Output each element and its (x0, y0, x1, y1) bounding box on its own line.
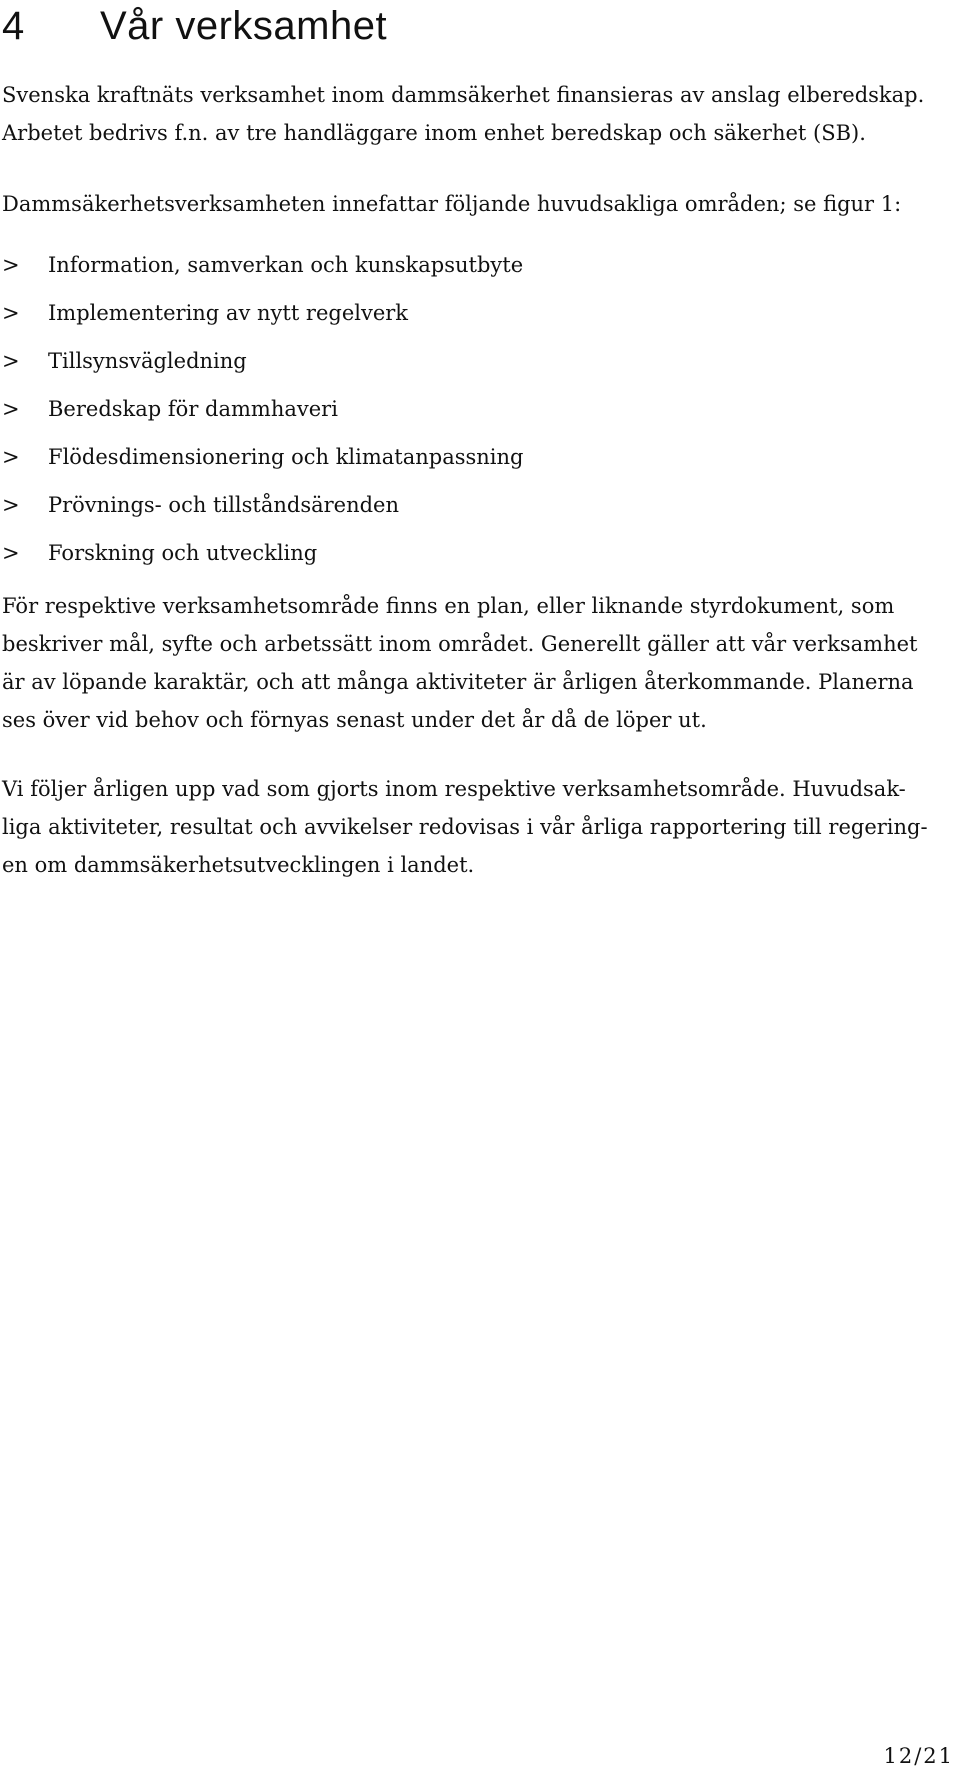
list-item (2, 241, 524, 289)
text-line: Dammsäkerhetsverksamheten innefattar följande huvudsakliga områden; se figur 1: (2, 192, 902, 216)
list-lead-paragraph (2, 185, 942, 223)
list-item-text: Prövnings- och tillståndsärenden (48, 493, 400, 517)
bullet-marker: > (2, 253, 20, 277)
bullet-marker: > (2, 301, 20, 325)
text-line: är av löpande karaktär, och att många aktiviteter är årligen återkommande. Planerna (2, 670, 914, 694)
list-item-text: Beredskap för dammhaveri (48, 397, 338, 421)
bullet-marker: > (2, 541, 20, 565)
list-item (2, 289, 524, 337)
text-line: För respektive verksamhetsområde finns en plan, eller liknande styrdokument, som (2, 594, 895, 618)
list-item (2, 385, 524, 433)
list-item-text: Tillsynsvägledning (48, 349, 247, 373)
list-item (2, 337, 524, 385)
section-number: 4 (2, 4, 25, 48)
text-line: en om dammsäkerhetsutvecklingen i landet. (2, 853, 475, 877)
page-number: 12/21 (883, 1744, 954, 1768)
bullet-marker: > (2, 445, 20, 469)
text-line: ses över vid behov och förnyas senast under det år då de löper ut. (2, 708, 707, 732)
list-item (2, 481, 524, 529)
list-item-text: Implementering av nytt regelverk (48, 301, 409, 325)
bullet-marker: > (2, 349, 20, 373)
activity-areas-list (2, 241, 524, 577)
text-line: Svenska kraftnäts verksamhet inom dammsäkerhet finansieras av anslag elberedskap. (2, 83, 925, 107)
bullet-marker: > (2, 493, 20, 517)
follow-up-paragraph (2, 770, 942, 884)
section-title: Vår verksamhet (100, 4, 388, 48)
list-item-text: Flödesdimensionering och klimatanpassning (48, 445, 524, 469)
text-line: Arbetet bedrivs f.n. av tre handläggare inom enhet beredskap och säkerhet (SB). (2, 121, 866, 145)
text-line: beskriver mål, syfte och arbetssätt inom området. Generellt gäller att vår verksamhet (2, 632, 918, 656)
list-item-text: Forskning och utveckling (48, 541, 318, 565)
list-item (2, 529, 524, 577)
list-item-text: Information, samverkan och kunskapsutbyte (48, 253, 524, 277)
bullet-marker: > (2, 397, 20, 421)
text-line: Vi följer årligen upp vad som gjorts inom respektive verksamhetsområde. Huvudsak- (2, 777, 906, 801)
text-line: liga aktiviteter, resultat och avvikelser redovisas i vår årliga rapportering till regering- (2, 815, 928, 839)
intro-paragraph (2, 76, 942, 152)
section-heading (2, 2, 387, 50)
plans-paragraph (2, 587, 942, 739)
list-item (2, 433, 524, 481)
